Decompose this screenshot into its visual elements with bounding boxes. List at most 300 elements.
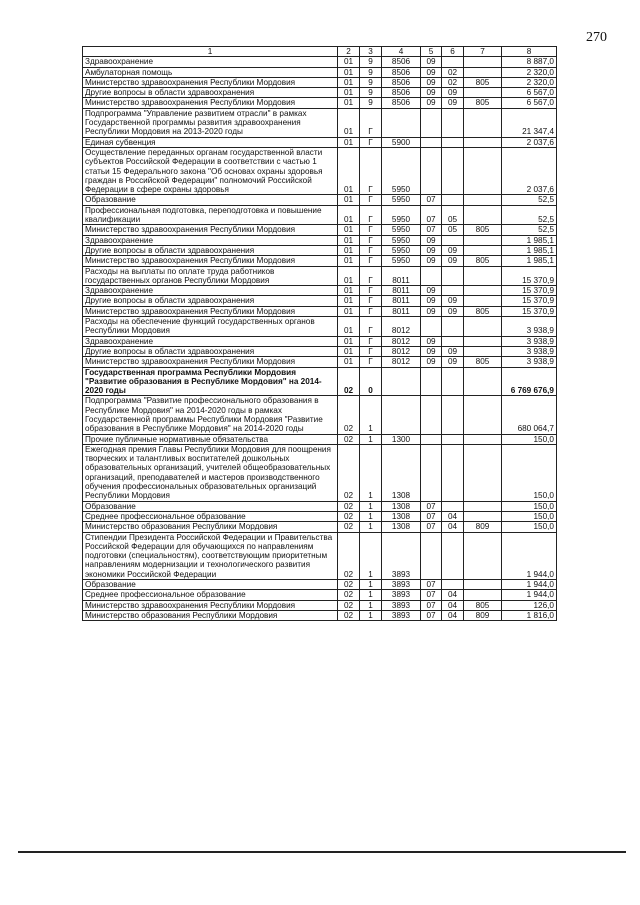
cell-name: Министерство образования Республики Мордовия bbox=[83, 522, 338, 532]
cell-col-2: 01 bbox=[338, 266, 360, 286]
cell-col-3: 9 bbox=[360, 67, 382, 77]
cell-col-7 bbox=[464, 67, 502, 77]
cell-col-2: 01 bbox=[338, 147, 360, 194]
cell-col-3: 1 bbox=[360, 396, 382, 434]
cell-amount: 15 370,9 bbox=[502, 296, 557, 306]
cell-amount: 150,0 bbox=[502, 511, 557, 521]
cell-col-6 bbox=[442, 108, 464, 137]
table-row bbox=[83, 57, 557, 67]
cell-col-5 bbox=[421, 137, 442, 147]
cell-col-7: 805 bbox=[464, 600, 502, 610]
cell-col-3: Г bbox=[360, 286, 382, 296]
cell-col-6 bbox=[442, 286, 464, 296]
cell-col-4: 8011 bbox=[382, 266, 421, 286]
cell-name: Министерство здравоохранения Республики Мордовия bbox=[83, 77, 338, 87]
cell-col-7: 809 bbox=[464, 522, 502, 532]
cell-col-5: 09 bbox=[421, 306, 442, 316]
cell-col-4: 8012 bbox=[382, 357, 421, 367]
cell-col-5: 09 bbox=[421, 77, 442, 87]
cell-name: Другие вопросы в области здравоохранения bbox=[83, 245, 338, 255]
cell-col-2: 01 bbox=[338, 88, 360, 98]
cell-col-3: Г bbox=[360, 317, 382, 337]
table-row bbox=[83, 245, 557, 255]
cell-name: Министерство здравоохранения Республики Мордовия bbox=[83, 98, 338, 108]
cell-col-5: 07 bbox=[421, 225, 442, 235]
cell-col-6: 04 bbox=[442, 590, 464, 600]
table-row bbox=[83, 501, 557, 511]
table-row bbox=[83, 98, 557, 108]
cell-col-3: 9 bbox=[360, 77, 382, 87]
cell-col-3: Г bbox=[360, 205, 382, 225]
cell-col-7 bbox=[464, 245, 502, 255]
cell-amount: 2 320,0 bbox=[502, 67, 557, 77]
cell-col-3: Г bbox=[360, 245, 382, 255]
table-row bbox=[83, 67, 557, 77]
cell-col-5: 09 bbox=[421, 256, 442, 266]
cell-name: Ежегодная премия Главы Республики Мордовия для поощрения творческих и талантливых воспитателей дошкольных образовательных организаций, учителей общеобразовательных организаций, преподавателей и мастеров производственного обучения профессиональных образовательных организаций Республики Мордовия bbox=[83, 444, 338, 501]
cell-name: Министерство образования Республики Мордовия bbox=[83, 610, 338, 620]
cell-col-6 bbox=[442, 266, 464, 286]
header-col-2: 2 bbox=[338, 47, 360, 57]
table-row bbox=[83, 256, 557, 266]
cell-col-4: 1308 bbox=[382, 501, 421, 511]
table-row bbox=[83, 306, 557, 316]
cell-col-7: 805 bbox=[464, 357, 502, 367]
table-row bbox=[83, 600, 557, 610]
cell-col-4: 8506 bbox=[382, 88, 421, 98]
cell-col-6 bbox=[442, 317, 464, 337]
cell-col-7 bbox=[464, 444, 502, 501]
cell-col-5: 09 bbox=[421, 286, 442, 296]
cell-col-4: 1308 bbox=[382, 522, 421, 532]
cell-amount: 2 037,6 bbox=[502, 137, 557, 147]
cell-col-3: Г bbox=[360, 235, 382, 245]
cell-col-7 bbox=[464, 434, 502, 444]
cell-col-3: 0 bbox=[360, 367, 382, 396]
cell-col-4: 1300 bbox=[382, 434, 421, 444]
cell-col-6 bbox=[442, 367, 464, 396]
cell-col-4: 5950 bbox=[382, 195, 421, 205]
cell-col-5: 09 bbox=[421, 67, 442, 77]
cell-col-4: 5950 bbox=[382, 205, 421, 225]
cell-col-6 bbox=[442, 195, 464, 205]
cell-name: Подпрограмма "Управление развитием отрасли" в рамках Государственной программы развития здравоохранения Республики Мордовия на 2013-2020 годы bbox=[83, 108, 338, 137]
table-row bbox=[83, 434, 557, 444]
cell-name: Здравоохранение bbox=[83, 286, 338, 296]
cell-amount: 126,0 bbox=[502, 600, 557, 610]
cell-col-4: 8506 bbox=[382, 67, 421, 77]
cell-amount: 6 567,0 bbox=[502, 88, 557, 98]
cell-amount: 52,5 bbox=[502, 225, 557, 235]
cell-col-3: Г bbox=[360, 346, 382, 356]
cell-col-5 bbox=[421, 266, 442, 286]
cell-col-3: 9 bbox=[360, 88, 382, 98]
cell-col-5 bbox=[421, 367, 442, 396]
cell-name: Министерство здравоохранения Республики Мордовия bbox=[83, 306, 338, 316]
cell-col-2: 02 bbox=[338, 434, 360, 444]
cell-col-5 bbox=[421, 444, 442, 501]
cell-amount: 1 816,0 bbox=[502, 610, 557, 620]
cell-name: Здравоохранение bbox=[83, 336, 338, 346]
cell-col-2: 02 bbox=[338, 501, 360, 511]
cell-col-7 bbox=[464, 147, 502, 194]
cell-amount: 1 944,0 bbox=[502, 580, 557, 590]
cell-col-4 bbox=[382, 367, 421, 396]
cell-col-5: 09 bbox=[421, 235, 442, 245]
cell-col-4: 3893 bbox=[382, 610, 421, 620]
cell-name: Стипендии Президента Российской Федерации и Правительства Российской Федерации для обучающихся по направлениям подготовки (специальностям), соответствующим приоритетным направлениям модернизации и технологического развития экономики Российской Федерации bbox=[83, 532, 338, 579]
cell-col-3: 1 bbox=[360, 522, 382, 532]
cell-col-7: 805 bbox=[464, 77, 502, 87]
cell-col-6 bbox=[442, 336, 464, 346]
cell-name: Другие вопросы в области здравоохранения bbox=[83, 296, 338, 306]
cell-col-6: 09 bbox=[442, 256, 464, 266]
cell-col-4: 8506 bbox=[382, 77, 421, 87]
cell-col-6 bbox=[442, 501, 464, 511]
cell-col-2: 01 bbox=[338, 225, 360, 235]
cell-col-2: 02 bbox=[338, 532, 360, 579]
table-row bbox=[83, 511, 557, 521]
cell-amount: 8 887,0 bbox=[502, 57, 557, 67]
cell-col-5 bbox=[421, 396, 442, 434]
cell-col-6 bbox=[442, 434, 464, 444]
cell-col-3: Г bbox=[360, 137, 382, 147]
cell-col-4: 5950 bbox=[382, 256, 421, 266]
table-row bbox=[83, 266, 557, 286]
cell-name: Расходы на выплаты по оплате труда работников государственных органов Республики Мордовия bbox=[83, 266, 338, 286]
cell-col-5: 09 bbox=[421, 88, 442, 98]
cell-col-4: 1308 bbox=[382, 511, 421, 521]
cell-col-6: 05 bbox=[442, 205, 464, 225]
cell-col-5: 07 bbox=[421, 580, 442, 590]
cell-col-6: 04 bbox=[442, 610, 464, 620]
table-row bbox=[83, 205, 557, 225]
cell-name: Министерство здравоохранения Республики Мордовия bbox=[83, 600, 338, 610]
cell-col-5: 09 bbox=[421, 245, 442, 255]
table-row bbox=[83, 336, 557, 346]
cell-col-6 bbox=[442, 235, 464, 245]
cell-col-6 bbox=[442, 580, 464, 590]
cell-col-7: 805 bbox=[464, 225, 502, 235]
cell-name: Подпрограмма "Развитие профессионального образования в Республике Мордовия" на 2014-2020 годы в рамках Государственной программы Республики Мордовия "Развитие образования в Республике Мордовия" на 2014-2020 годы bbox=[83, 396, 338, 434]
cell-col-5: 09 bbox=[421, 57, 442, 67]
cell-amount: 1 944,0 bbox=[502, 532, 557, 579]
cell-col-4: 3893 bbox=[382, 580, 421, 590]
table-row bbox=[83, 317, 557, 337]
table-row bbox=[83, 147, 557, 194]
cell-col-5 bbox=[421, 532, 442, 579]
table-body bbox=[83, 57, 557, 621]
table-row bbox=[83, 225, 557, 235]
table-row bbox=[83, 88, 557, 98]
cell-amount: 2 037,6 bbox=[502, 147, 557, 194]
cell-col-3: 1 bbox=[360, 580, 382, 590]
header-col-6: 6 bbox=[442, 47, 464, 57]
cell-amount: 1 944,0 bbox=[502, 590, 557, 600]
cell-col-7 bbox=[464, 511, 502, 521]
cell-col-3: Г bbox=[360, 225, 382, 235]
cell-col-5: 09 bbox=[421, 357, 442, 367]
cell-col-7 bbox=[464, 367, 502, 396]
cell-name: Среднее профессиональное образование bbox=[83, 590, 338, 600]
cell-col-4: 8011 bbox=[382, 296, 421, 306]
cell-col-7 bbox=[464, 346, 502, 356]
cell-col-5: 07 bbox=[421, 195, 442, 205]
cell-col-3: Г bbox=[360, 256, 382, 266]
cell-col-6: 09 bbox=[442, 357, 464, 367]
cell-col-5 bbox=[421, 147, 442, 194]
cell-col-5 bbox=[421, 317, 442, 337]
cell-amount: 3 938,9 bbox=[502, 357, 557, 367]
cell-amount: 2 320,0 bbox=[502, 77, 557, 87]
cell-col-7 bbox=[464, 205, 502, 225]
cell-col-2: 01 bbox=[338, 205, 360, 225]
cell-col-6: 04 bbox=[442, 511, 464, 521]
table-row bbox=[83, 137, 557, 147]
cell-col-4: 5950 bbox=[382, 147, 421, 194]
cell-col-4 bbox=[382, 396, 421, 434]
cell-col-6: 09 bbox=[442, 88, 464, 98]
cell-col-5: 07 bbox=[421, 600, 442, 610]
cell-amount: 150,0 bbox=[502, 501, 557, 511]
cell-name: Государственная программа Республики Мордовия "Развитие образования в Республике Мордовия" на 2014-2020 годы bbox=[83, 367, 338, 396]
cell-col-7 bbox=[464, 235, 502, 245]
cell-col-3: Г bbox=[360, 296, 382, 306]
cell-col-6: 02 bbox=[442, 67, 464, 77]
cell-name: Образование bbox=[83, 195, 338, 205]
cell-col-4: 5900 bbox=[382, 137, 421, 147]
cell-amount: 1 985,1 bbox=[502, 256, 557, 266]
table-row bbox=[83, 580, 557, 590]
cell-col-2: 02 bbox=[338, 367, 360, 396]
cell-name: Расходы на обеспечение функций государственных органов Республики Мордовия bbox=[83, 317, 338, 337]
cell-name: Амбулаторная помощь bbox=[83, 67, 338, 77]
header-col-3: 3 bbox=[360, 47, 382, 57]
cell-col-6 bbox=[442, 137, 464, 147]
cell-col-2: 01 bbox=[338, 296, 360, 306]
cell-col-4: 8506 bbox=[382, 98, 421, 108]
cell-col-7 bbox=[464, 317, 502, 337]
cell-col-3: 1 bbox=[360, 610, 382, 620]
cell-amount: 3 938,9 bbox=[502, 336, 557, 346]
cell-col-2: 02 bbox=[338, 511, 360, 521]
cell-col-4: 8011 bbox=[382, 286, 421, 296]
cell-col-6 bbox=[442, 532, 464, 579]
cell-col-3: 1 bbox=[360, 590, 382, 600]
cell-amount: 15 370,9 bbox=[502, 306, 557, 316]
cell-amount: 1 985,1 bbox=[502, 245, 557, 255]
cell-col-2: 01 bbox=[338, 306, 360, 316]
cell-col-4 bbox=[382, 108, 421, 137]
cell-col-4: 8012 bbox=[382, 317, 421, 337]
cell-col-5: 09 bbox=[421, 346, 442, 356]
cell-col-6 bbox=[442, 147, 464, 194]
cell-col-6: 04 bbox=[442, 522, 464, 532]
cell-col-6: 09 bbox=[442, 296, 464, 306]
cell-col-2: 01 bbox=[338, 57, 360, 67]
cell-col-6: 09 bbox=[442, 245, 464, 255]
cell-col-7 bbox=[464, 286, 502, 296]
cell-col-5: 07 bbox=[421, 205, 442, 225]
table-row bbox=[83, 346, 557, 356]
cell-col-7 bbox=[464, 57, 502, 67]
cell-col-2: 01 bbox=[338, 108, 360, 137]
cell-name: Другие вопросы в области здравоохранения bbox=[83, 346, 338, 356]
cell-amount: 150,0 bbox=[502, 434, 557, 444]
cell-col-7 bbox=[464, 580, 502, 590]
cell-amount: 15 370,9 bbox=[502, 286, 557, 296]
cell-col-7: 805 bbox=[464, 306, 502, 316]
cell-col-4: 3893 bbox=[382, 590, 421, 600]
cell-name: Министерство здравоохранения Республики Мордовия bbox=[83, 357, 338, 367]
cell-col-2: 02 bbox=[338, 610, 360, 620]
table-row bbox=[83, 296, 557, 306]
cell-col-6: 05 bbox=[442, 225, 464, 235]
cell-col-7 bbox=[464, 590, 502, 600]
cell-name: Прочие публичные нормативные обязательства bbox=[83, 434, 338, 444]
cell-col-3: Г bbox=[360, 357, 382, 367]
cell-col-5: 07 bbox=[421, 522, 442, 532]
cell-col-2: 02 bbox=[338, 522, 360, 532]
cell-col-5: 09 bbox=[421, 336, 442, 346]
cell-col-5: 07 bbox=[421, 511, 442, 521]
cell-col-3: 1 bbox=[360, 511, 382, 521]
cell-col-2: 01 bbox=[338, 286, 360, 296]
cell-col-7: 805 bbox=[464, 98, 502, 108]
cell-name: Единая субвенция bbox=[83, 137, 338, 147]
cell-col-2: 01 bbox=[338, 137, 360, 147]
cell-amount: 6 567,0 bbox=[502, 98, 557, 108]
cell-col-5: 09 bbox=[421, 296, 442, 306]
cell-amount: 680 064,7 bbox=[502, 396, 557, 434]
cell-col-2: 01 bbox=[338, 317, 360, 337]
table-row bbox=[83, 532, 557, 579]
table-row bbox=[83, 357, 557, 367]
cell-col-3: 1 bbox=[360, 444, 382, 501]
cell-name: Профессиональная подготовка, переподготовка и повышение квалификации bbox=[83, 205, 338, 225]
cell-col-2: 01 bbox=[338, 67, 360, 77]
cell-name: Другие вопросы в области здравоохранения bbox=[83, 88, 338, 98]
cell-col-7: 805 bbox=[464, 256, 502, 266]
cell-col-2: 01 bbox=[338, 346, 360, 356]
header-col-5: 5 bbox=[421, 47, 442, 57]
cell-col-2: 01 bbox=[338, 195, 360, 205]
cell-col-7 bbox=[464, 266, 502, 286]
cell-col-4: 5950 bbox=[382, 245, 421, 255]
cell-col-2: 01 bbox=[338, 98, 360, 108]
header-col-4: 4 bbox=[382, 47, 421, 57]
cell-col-4: 1308 bbox=[382, 444, 421, 501]
cell-col-4: 8012 bbox=[382, 346, 421, 356]
cell-col-7 bbox=[464, 108, 502, 137]
cell-col-4: 8011 bbox=[382, 306, 421, 316]
cell-col-2: 02 bbox=[338, 590, 360, 600]
cell-col-2: 01 bbox=[338, 77, 360, 87]
cell-col-3: Г bbox=[360, 195, 382, 205]
cell-col-4: 8506 bbox=[382, 57, 421, 67]
cell-col-2: 01 bbox=[338, 256, 360, 266]
header-col-1: 1 bbox=[83, 47, 338, 57]
table-row bbox=[83, 522, 557, 532]
cell-amount: 6 769 676,9 bbox=[502, 367, 557, 396]
cell-col-3: 9 bbox=[360, 57, 382, 67]
cell-col-6: 09 bbox=[442, 98, 464, 108]
table-row bbox=[83, 444, 557, 501]
cell-col-3: 1 bbox=[360, 532, 382, 579]
table-row bbox=[83, 590, 557, 600]
table-header-row bbox=[83, 47, 557, 57]
cell-col-5: 07 bbox=[421, 610, 442, 620]
cell-name: Образование bbox=[83, 501, 338, 511]
cell-col-3: 9 bbox=[360, 98, 382, 108]
cell-col-2: 01 bbox=[338, 357, 360, 367]
cell-col-3: Г bbox=[360, 147, 382, 194]
cell-col-2: 02 bbox=[338, 444, 360, 501]
cell-col-4: 3893 bbox=[382, 600, 421, 610]
cell-amount: 150,0 bbox=[502, 444, 557, 501]
cell-amount: 15 370,9 bbox=[502, 266, 557, 286]
table-row bbox=[83, 235, 557, 245]
cell-col-2: 01 bbox=[338, 245, 360, 255]
cell-name: Образование bbox=[83, 580, 338, 590]
cell-col-7 bbox=[464, 336, 502, 346]
cell-name: Здравоохранение bbox=[83, 57, 338, 67]
cell-col-3: 1 bbox=[360, 600, 382, 610]
table-row bbox=[83, 610, 557, 620]
cell-amount: 3 938,9 bbox=[502, 346, 557, 356]
cell-col-5 bbox=[421, 434, 442, 444]
cell-amount: 150,0 bbox=[502, 522, 557, 532]
cell-col-3: Г bbox=[360, 336, 382, 346]
header-col-7: 7 bbox=[464, 47, 502, 57]
header-col-8: 8 bbox=[502, 47, 557, 57]
cell-col-6 bbox=[442, 57, 464, 67]
cell-col-6: 09 bbox=[442, 346, 464, 356]
cell-col-6 bbox=[442, 444, 464, 501]
cell-col-2: 02 bbox=[338, 600, 360, 610]
table-row bbox=[83, 286, 557, 296]
table-row bbox=[83, 367, 557, 396]
cell-col-5: 07 bbox=[421, 590, 442, 600]
cell-col-7 bbox=[464, 501, 502, 511]
cell-amount: 52,5 bbox=[502, 205, 557, 225]
cell-col-4: 3893 bbox=[382, 532, 421, 579]
cell-name: Осуществление переданных органам государственной власти субъектов Российской Федерации в соответствии с частью 1 статьи 15 Федерального закона "Об основах охраны здоровья граждан в Российской Федерации" полномочий Российской Федерации в сфере охраны здоровья bbox=[83, 147, 338, 194]
cell-col-3: Г bbox=[360, 306, 382, 316]
cell-col-3: 1 bbox=[360, 501, 382, 511]
table-row bbox=[83, 195, 557, 205]
cell-col-7 bbox=[464, 88, 502, 98]
cell-col-2: 01 bbox=[338, 235, 360, 245]
cell-col-3: 1 bbox=[360, 434, 382, 444]
cell-col-2: 02 bbox=[338, 396, 360, 434]
cell-col-7: 809 bbox=[464, 610, 502, 620]
cell-col-7 bbox=[464, 195, 502, 205]
cell-col-5: 09 bbox=[421, 98, 442, 108]
cell-col-7 bbox=[464, 296, 502, 306]
cell-col-7 bbox=[464, 396, 502, 434]
cell-col-6: 09 bbox=[442, 306, 464, 316]
cell-amount: 1 985,1 bbox=[502, 235, 557, 245]
cell-col-2: 02 bbox=[338, 580, 360, 590]
cell-col-3: Г bbox=[360, 108, 382, 137]
cell-col-6: 02 bbox=[442, 77, 464, 87]
cell-col-6: 04 bbox=[442, 600, 464, 610]
cell-name: Среднее профессиональное образование bbox=[83, 511, 338, 521]
cell-amount: 21 347,4 bbox=[502, 108, 557, 137]
cell-col-7 bbox=[464, 137, 502, 147]
cell-amount: 3 938,9 bbox=[502, 317, 557, 337]
